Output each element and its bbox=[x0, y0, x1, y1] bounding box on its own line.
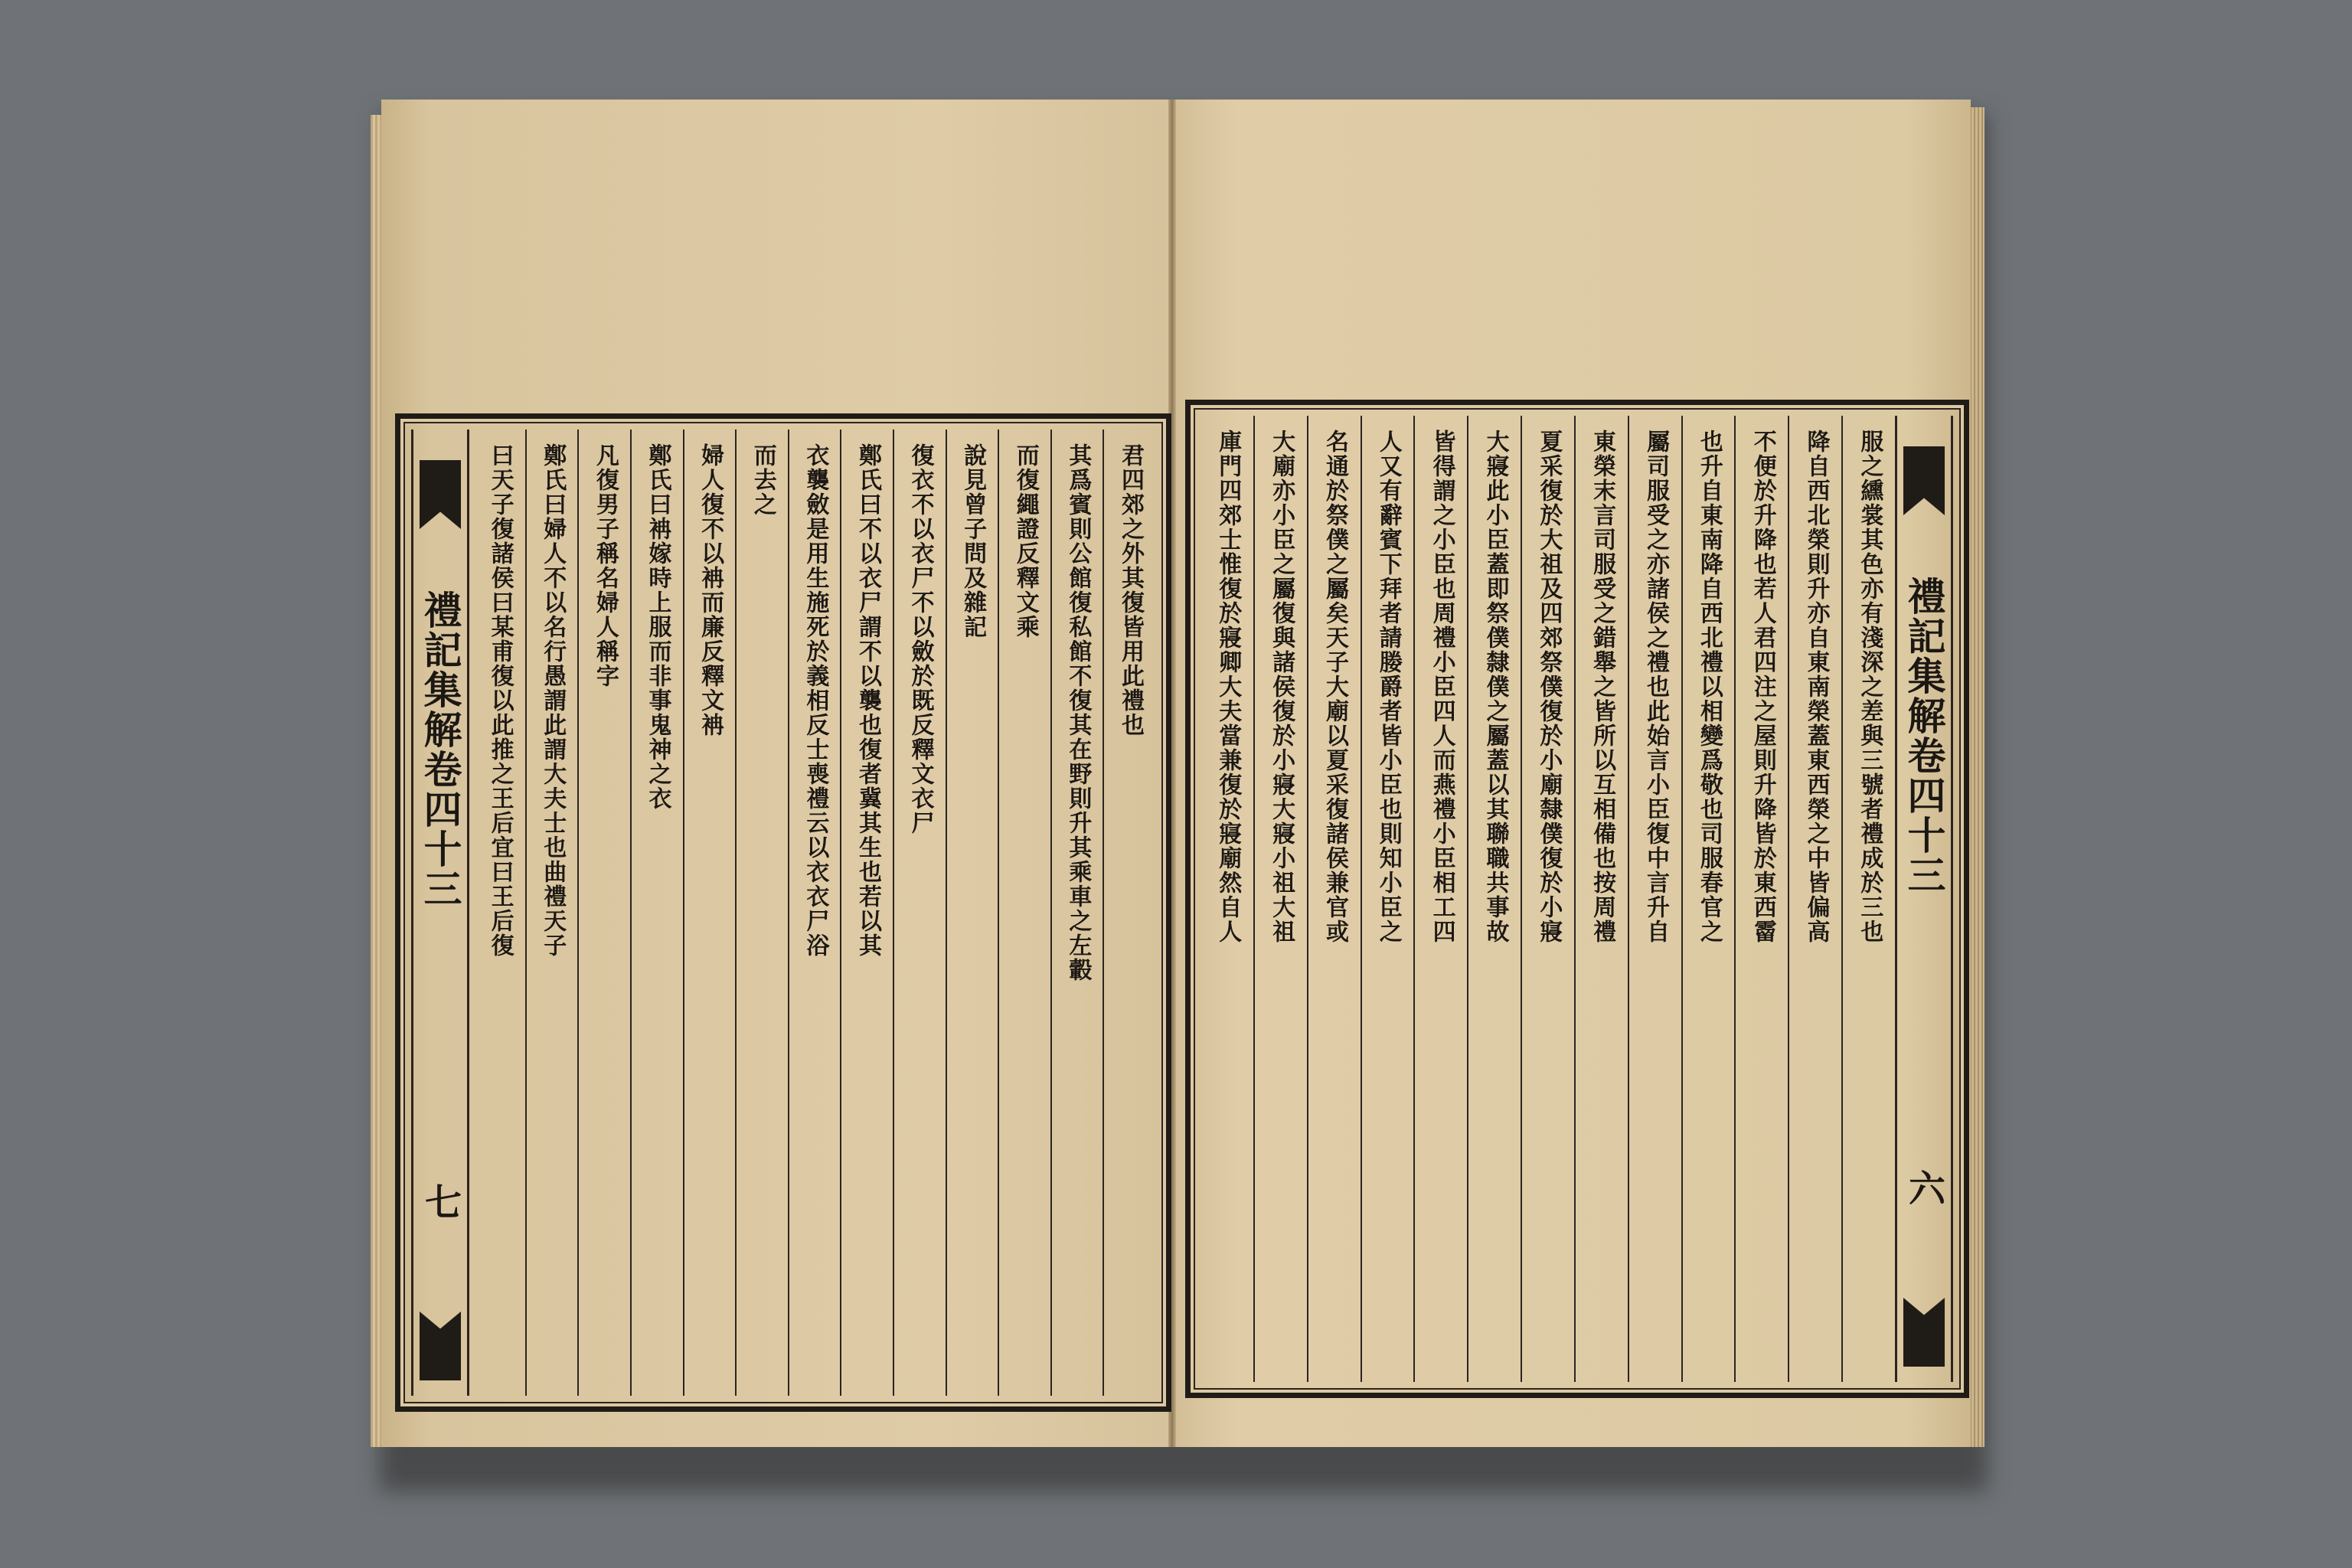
right-text-frame bbox=[1185, 400, 1969, 1398]
text-column: 東榮末言司服受之錯舉之皆所以互相備也按周禮 bbox=[1574, 416, 1628, 1382]
fishtail-mark-icon bbox=[420, 460, 461, 529]
text-column: 服之纁裳其色亦有淺深之差與三號者禮成於三也 bbox=[1841, 416, 1895, 1382]
text-column: 鄭氏曰不以衣尸謂不以襲也復者冀其生也若以其 bbox=[840, 430, 893, 1396]
page-number: 六 bbox=[1902, 1169, 1945, 1206]
annotation: 繩證反釋文乘 bbox=[1011, 492, 1039, 639]
banxin-title: 禮記集解卷四十三 bbox=[1901, 577, 1947, 895]
left-text-frame bbox=[395, 413, 1171, 1412]
text-column: 屬司服受之亦諸侯之禮也此始言小臣復中言升自 bbox=[1628, 416, 1681, 1382]
text-column: 曰天子復諸侯曰某甫復以此推之王后宜曰王后復 bbox=[486, 443, 514, 958]
left-banxin bbox=[411, 430, 469, 1396]
text-column: 鄭氏曰婦人不以名行愚謂此謂大夫士也曲禮天子 bbox=[525, 430, 578, 1396]
text-column: 大寢此小臣蓋即祭僕隸僕之屬蓋以其聯職共事故 bbox=[1467, 416, 1521, 1382]
text-column: 鄭氏曰袡嫁時上服而非事鬼神之衣 bbox=[630, 430, 683, 1396]
annotation: 於既反釋文衣尸 bbox=[906, 664, 934, 835]
annotation: 而廉反釋文袡 bbox=[697, 590, 724, 737]
text-column: 衣襲斂是用生施死於義相反士喪禮云以衣衣尸浴 bbox=[788, 430, 841, 1396]
text-column: 婦人復不以袡而廉反釋文袡 bbox=[683, 430, 736, 1396]
text-column: 凡復男子稱名婦人稱字 bbox=[577, 430, 630, 1396]
page-number: 七 bbox=[418, 1183, 462, 1220]
left-text-columns bbox=[474, 430, 1155, 1396]
text-column: 人又有辭賓下拜者請媵爵者皆小臣也則知小臣之 bbox=[1361, 416, 1414, 1382]
banxin-title: 禮記集解卷四十三 bbox=[417, 590, 463, 909]
text-column: 而復繩證反釋文乘 bbox=[998, 430, 1050, 1396]
text-column: 君四郊之外其復皆用此禮也 bbox=[1102, 430, 1155, 1396]
fishtail-mark-icon bbox=[1903, 446, 1945, 515]
text-column: 說見曾子問及雜記 bbox=[946, 430, 998, 1396]
text-column: 大廟亦小臣之屬復與諸侯復於小寢大寢小祖大祖 bbox=[1253, 416, 1307, 1382]
text-column: 名通於祭僕之屬矣天子大廟以夏采復諸侯兼官或 bbox=[1307, 416, 1361, 1382]
text-column: 其爲賓則公館復私館不復其在野則升其乘車之左轂 bbox=[1050, 430, 1103, 1396]
fishtail-mark-icon bbox=[420, 1312, 461, 1380]
text-column: 不便於升降也若人君四注之屋則升降皆於東西霤 bbox=[1734, 416, 1788, 1382]
text-column: 皆得謂之小臣也周禮小臣四人而燕禮小臣相工四 bbox=[1413, 416, 1467, 1382]
fishtail-mark-icon bbox=[1903, 1298, 1945, 1367]
right-banxin bbox=[1895, 416, 1953, 1382]
text-column: 降自西北榮則升亦自東南榮蓋東西榮之中皆偏高 bbox=[1788, 416, 1841, 1382]
text-column: 庫門四郊士惟復於寢卿大夫當兼復於寢廟然自人 bbox=[1214, 430, 1242, 944]
text-column: 而去之 bbox=[735, 430, 788, 1396]
right-text-columns bbox=[1201, 416, 1895, 1382]
text-column: 復衣不以衣尸不以斂於既反釋文衣尸 bbox=[893, 430, 946, 1396]
text-column: 夏采復於大祖及四郊祭僕復於小廟隸僕復於小寢 bbox=[1521, 416, 1574, 1382]
text-column: 也升自東南降自西北禮以相變爲敬也司服春官之 bbox=[1681, 416, 1735, 1382]
